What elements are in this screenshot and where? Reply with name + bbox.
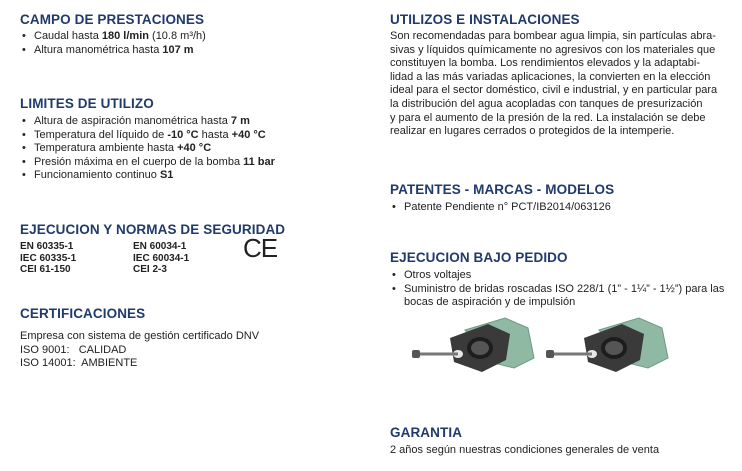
- pedido-section: [390, 250, 730, 310]
- list-item: • Temperatura del líquido de -10 °C hasta +40 °C: [20, 129, 360, 143]
- norms-table: [20, 233, 360, 276]
- list-item: • Funcionamiento continuo S1: [20, 169, 360, 183]
- pedido-title: EJECUCION BAJO PEDIDO: [390, 250, 568, 265]
- flange-2: [546, 318, 668, 372]
- list-item: • Caudal hasta 180 l/min (10.8 m³/h): [20, 30, 360, 44]
- utilizos-line: Son recomendadas para bombear agua limpia, sin partículas abra-: [390, 30, 716, 42]
- utilizos-line: sivas y líquidos químicamente no agresivos con los materiales que: [390, 43, 716, 56]
- list-item-continuation: bocas de aspiración y de impulsión: [404, 296, 576, 308]
- cert-line: ISO 14001: AMBIENTE: [20, 357, 138, 370]
- flange-1: [412, 318, 534, 372]
- cert-line: Empresa con sistema de gestión certificado DNV: [20, 330, 260, 342]
- norms-col-1: [20, 241, 133, 276]
- norm-item: CEI 61-150: [20, 264, 71, 275]
- norm-item: CEI 2-3: [133, 264, 167, 275]
- prestaciones-title: CAMPO DE PRESTACIONES: [20, 12, 205, 27]
- utilizos-title: UTILIZOS E INSTALACIONES: [390, 12, 580, 27]
- list-item: • Patente Pendiente n° PCT/IB2014/063126: [390, 201, 726, 215]
- flange-illustrations: [410, 310, 670, 390]
- patentes-section: [390, 182, 726, 215]
- list-item: • Presión máxima en el cuerpo de la bomba 11 bar: [20, 156, 360, 170]
- garantia-text: 2 años según nuestras condiciones generales de venta: [390, 444, 660, 456]
- list-item: • Altura manométrica hasta 107 m: [20, 44, 360, 58]
- ce-mark-icon: CE: [243, 233, 278, 263]
- utilizos-line: y para el aumento de la presión de la red. La instalación se debe: [390, 111, 706, 124]
- garantia-section: [390, 425, 726, 458]
- list-item: • Suministro de bridas roscadas ISO 228/1 (1” - 1¼” - 1½”) para las: [390, 283, 730, 297]
- limites-section: [20, 96, 360, 183]
- utilizos-line: realizar en lugares cerrados o protegidos de la intemperie.: [390, 125, 675, 138]
- norm-item: EN 60335-1: [20, 241, 74, 252]
- list-item: • Altura de aspiración manométrica hasta 7 m: [20, 115, 360, 129]
- garantia-title: GARANTIA: [390, 425, 463, 440]
- norms-col-2: [133, 241, 243, 276]
- norm-item: IEC 60335-1: [20, 252, 77, 264]
- utilizos-line: la distribución del agua acopladas con tanques de presurización: [390, 97, 703, 110]
- ejecucion-section: [20, 222, 360, 276]
- prestaciones-section: [20, 12, 360, 57]
- certificaciones-section: [20, 306, 360, 371]
- utilizos-line: constituyen la bomba. Los rendimientos elevados y la adaptabi-: [390, 57, 701, 70]
- flange-image: [410, 310, 670, 390]
- norm-item: EN 60034-1: [133, 241, 187, 252]
- list-item: • Otros voltajes: [390, 269, 730, 283]
- norm-item: IEC 60034-1: [133, 252, 190, 264]
- cert-line: ISO 9001: CALIDAD: [20, 343, 127, 356]
- prestaciones-list: [20, 30, 360, 57]
- utilizos-line: ideal para el sector doméstico, civil e industrial, y en particular para: [390, 84, 718, 97]
- limites-title: LIMITES DE UTILIZO: [20, 96, 154, 111]
- patentes-title: PATENTES - MARCAS - MODELOS: [390, 182, 615, 197]
- certificaciones-title: CERTIFICACIONES: [20, 306, 146, 321]
- limites-list: [20, 115, 360, 183]
- utilizos-section: [390, 12, 726, 139]
- list-item: • Temperatura ambiente hasta +40 °C: [20, 142, 360, 156]
- ejecucion-title: EJECUCION Y NORMAS DE SEGURIDAD: [20, 222, 286, 237]
- utilizos-line: lidad a las más variadas aplicaciones, la convierten en la elección: [390, 70, 711, 83]
